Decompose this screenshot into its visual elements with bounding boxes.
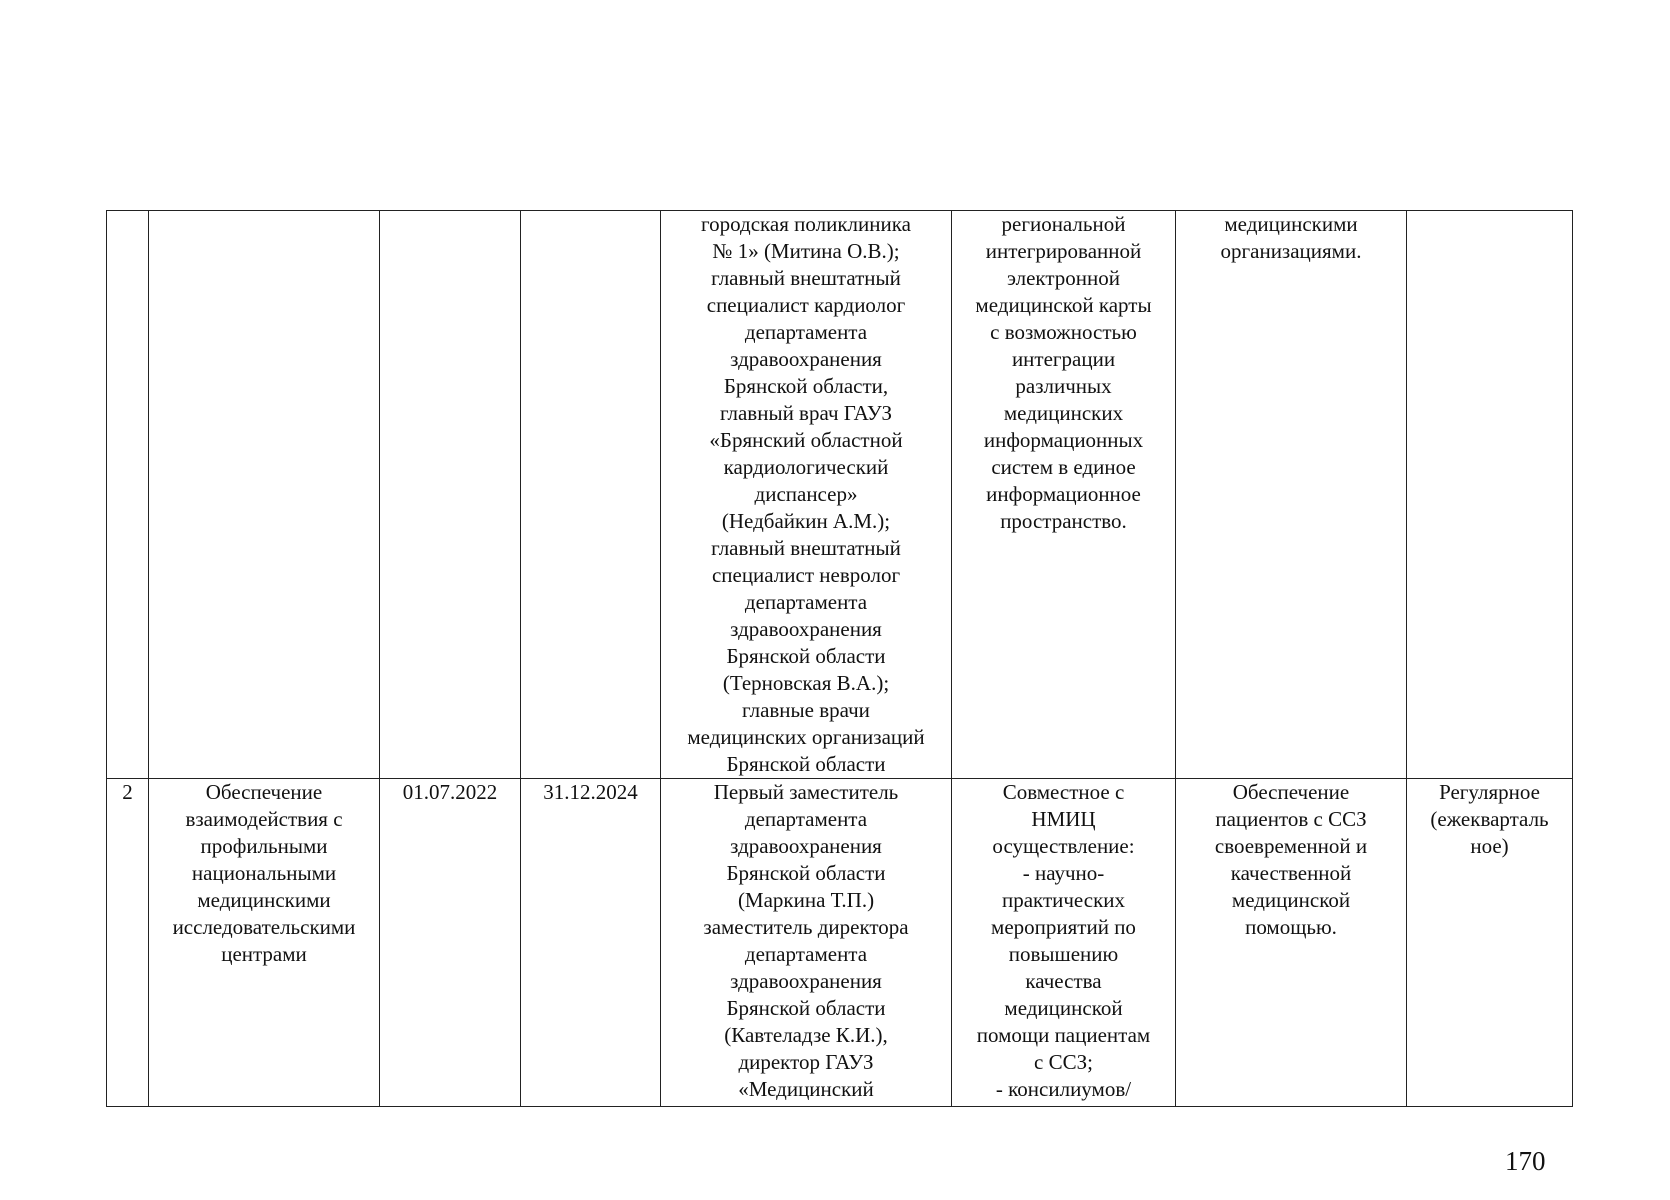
cell-line: кардиологический xyxy=(723,455,889,479)
cell-line: Брянской области, xyxy=(723,374,889,398)
cell-line: интеграции xyxy=(1011,347,1116,371)
cell-line: № 1» (Митина О.В.); xyxy=(712,239,900,263)
cell-line: информационное xyxy=(986,482,1141,506)
cell-line: медицинских организаций xyxy=(687,725,925,749)
cell-line: (Недбайкин А.М.); xyxy=(721,509,891,533)
cell-line: главный врач ГАУЗ xyxy=(719,401,893,425)
cell-line: Брянской области xyxy=(726,996,886,1020)
cell-line: здравоохранения xyxy=(730,617,882,641)
cell-line: (Маркина Т.П.) xyxy=(737,888,875,912)
cell-line: медицинских xyxy=(1003,401,1124,425)
cell-responsible xyxy=(661,211,952,779)
cell-line: помощью. xyxy=(1245,915,1337,939)
cell-line: «Медицинский xyxy=(738,1077,874,1101)
cell-line: специалист невролог xyxy=(711,563,901,587)
cell-line: с ССЗ; xyxy=(1034,1050,1093,1074)
cell-line: пациентов с ССЗ xyxy=(1215,807,1367,831)
cell-line: городская поликлиника xyxy=(701,212,911,236)
cell-line: Обеспечение xyxy=(205,780,323,804)
cell-line: Первый заместитель xyxy=(713,780,899,804)
cell-line: организациями. xyxy=(1220,239,1362,263)
cell-line: здравоохранения xyxy=(730,969,882,993)
cell-line: помощи пациентам xyxy=(976,1023,1151,1047)
cell-line: взаимодействия с xyxy=(185,807,343,831)
cell-line: практических xyxy=(1001,888,1126,912)
cell-line: «Брянский областной xyxy=(709,428,903,452)
cell-line: департамента xyxy=(744,807,868,831)
cell-line: - научно- xyxy=(1022,861,1105,885)
cell-line: систем в единое xyxy=(991,455,1136,479)
cell-line: главные врачи xyxy=(742,698,870,722)
cell-line: Обеспечение xyxy=(1232,780,1350,804)
cell-line: (ежекварталь xyxy=(1430,807,1549,831)
cell-responsible xyxy=(661,779,952,1107)
cell-line: медицинскими xyxy=(197,888,331,912)
cell-num: 2 xyxy=(107,779,149,1107)
cell-line: качества xyxy=(1025,969,1102,993)
cell-line: Брянской области xyxy=(726,644,886,668)
cell-line: информационных xyxy=(983,428,1144,452)
cell-line: специалист кардиолог xyxy=(706,293,906,317)
cell-line: НМИЦ xyxy=(1031,807,1096,831)
cell-line: здравоохранения xyxy=(730,834,882,858)
cell-line: качественной xyxy=(1230,861,1352,885)
cell-line: региональной xyxy=(1001,212,1126,236)
cell-line: - консилиумов/ xyxy=(995,1077,1132,1101)
cell-line: директор ГАУЗ xyxy=(738,1050,874,1074)
cell-line: профильными xyxy=(200,834,328,858)
cell-line: пространство. xyxy=(1000,509,1127,533)
cell-end-date: 31.12.2024 xyxy=(521,779,661,1107)
cell-line: Брянской области xyxy=(726,752,886,776)
cell-line: департамента xyxy=(744,590,868,614)
cell-line: заместитель директора xyxy=(703,915,909,939)
cell-line: повышению xyxy=(1008,942,1119,966)
cell-line: различных xyxy=(1015,374,1112,398)
plan-table xyxy=(106,210,1573,1107)
cell-line: департамента xyxy=(744,320,868,344)
cell-line: медицинской xyxy=(1004,996,1123,1020)
cell-line: (Кавтеладзе К.И.), xyxy=(724,1023,888,1047)
cell-line: медицинской карты xyxy=(975,293,1152,317)
cell-line: центрами xyxy=(221,942,307,966)
cell-line: департамента xyxy=(744,942,868,966)
cell-end-date xyxy=(521,211,661,779)
cell-result xyxy=(1176,779,1407,1107)
cell-line: исследовательскими xyxy=(172,915,356,939)
cell-description xyxy=(952,779,1176,1107)
cell-line: осуществление: xyxy=(992,834,1135,858)
cell-line: национальными xyxy=(191,861,337,885)
cell-line: медицинской xyxy=(1231,888,1351,912)
cell-name xyxy=(149,779,380,1107)
table-row xyxy=(107,211,1573,779)
cell-line: своевременной и xyxy=(1214,834,1368,858)
cell-line: мероприятий по xyxy=(991,915,1136,939)
cell-line: Совместное с xyxy=(1002,780,1125,804)
cell-name xyxy=(149,211,380,779)
cell-line: главный внештатный xyxy=(711,266,901,290)
cell-line: диспансер» xyxy=(754,482,858,506)
cell-result xyxy=(1176,211,1407,779)
cell-start-date: 01.07.2022 xyxy=(380,779,521,1107)
cell-frequency xyxy=(1407,211,1573,779)
cell-line: здравоохранения xyxy=(730,347,882,371)
cell-description xyxy=(952,211,1176,779)
page-number: 170 xyxy=(1505,1146,1546,1176)
cell-line: ное) xyxy=(1470,834,1509,858)
cell-num xyxy=(107,211,149,779)
cell-line: Регулярное xyxy=(1439,780,1540,804)
cell-frequency xyxy=(1407,779,1573,1107)
table-row xyxy=(107,779,1573,1107)
cell-line: интегрированной xyxy=(985,239,1142,263)
cell-line: медицинскими xyxy=(1224,212,1358,236)
cell-line: Брянской области xyxy=(726,861,886,885)
cell-line: главный внештатный xyxy=(711,536,901,560)
cell-line: электронной xyxy=(1006,266,1120,290)
cell-line: с возможностью xyxy=(990,320,1137,344)
cell-line: (Терновская В.А.); xyxy=(722,671,890,695)
cell-start-date xyxy=(380,211,521,779)
